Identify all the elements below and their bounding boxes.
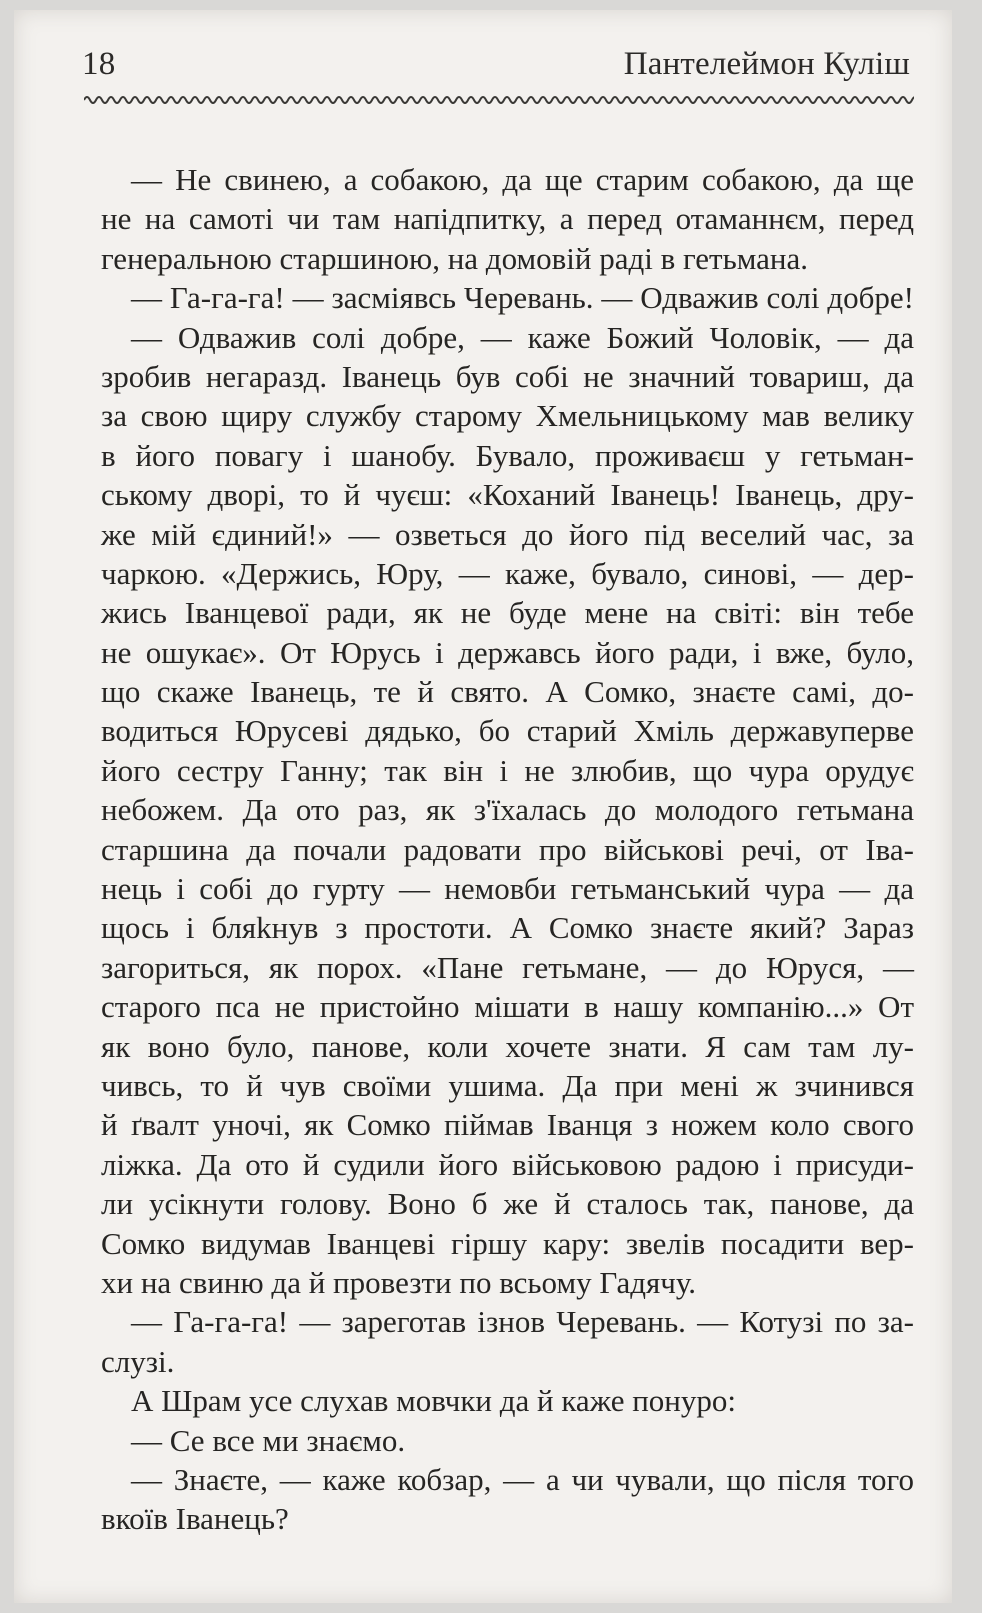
- text-line: ли усікнути голову. Воно б же й сталось так, панове, да: [101, 1186, 914, 1222]
- wavy-rule: [84, 90, 914, 110]
- text-line: небожем. Да ото раз, як з'їхалась до молодого гетьмана: [101, 792, 914, 828]
- text-line: генеральною старшиною, на домовій раді в гетьмана.: [101, 240, 808, 276]
- text-line: що скаже Іванець, те й свято. А Сомко, знаєте самі, до-: [101, 674, 914, 710]
- text-line: жись Іванцевої ради, як не буде мене на світі: він тебе: [101, 595, 914, 631]
- text-line: Сомко видумав Іванцеві гіршу кару: звелів посадити вер-: [101, 1225, 914, 1261]
- text-line: й ґвалт уночі, як Сомко піймав Іванця з ножем коло свого: [101, 1107, 914, 1143]
- text-line: — Одважив солі добре, — каже Божий Чоловік, — да: [131, 319, 914, 355]
- text-line: — Не свинею, а собакою, да ще старим собакою, да ще: [131, 162, 914, 197]
- book-page: [14, 10, 952, 1603]
- text-line: нець і собі до гурту — немовби гетьманський чура — да: [101, 871, 914, 907]
- text-line: вкоїв Іванець?: [101, 1501, 289, 1537]
- text-line: — Га-га-га! — засміявсь Черевань. — Одважив солі добре!: [131, 280, 914, 316]
- page-number: 18: [82, 46, 116, 82]
- text-line: його сестру Ганну; так він і не злюбив, що чура орудує: [101, 752, 914, 788]
- text-line: хи на свиню да й провезти по всьому Гадячу.: [101, 1264, 697, 1300]
- text-line: не на самоті чи там напідпитку, а перед отаманнєм, перед: [101, 201, 914, 237]
- text-line: ліжка. Да ото й судили його військовою радою і присуди-: [101, 1146, 914, 1182]
- text-line: зробив негаразд. Іванець був собі не значний товариш, да: [101, 358, 914, 394]
- text-line: старшина да почали радовати про військові речі, от Іва-: [101, 831, 914, 867]
- text-line: — Знаєте, — каже кобзар, — а чи чували, що після того: [131, 1461, 914, 1497]
- running-head: Пантелеймон Куліш: [623, 46, 910, 82]
- text-line: загориться, як порох. «Пане гетьмане, — до Юруся, —: [101, 949, 914, 985]
- text-line: водиться Юрусеві дядько, бо старий Хміль державуперве: [101, 713, 914, 749]
- text-line: за свою щиру службу старому Хмельницькому мав велику: [101, 398, 914, 434]
- body-text: [101, 160, 914, 1539]
- text-line: в його повагу і шанобу. Бувало, проживаєш у гетьман-: [101, 437, 914, 473]
- page-header: [82, 46, 910, 90]
- text-line: чаркою. «Держись, Юру, — каже, бувало, синові, — дер-: [101, 555, 914, 591]
- text-line: чивсь, то й чув своїми ушима. Да при мені ж зчинився: [101, 1067, 914, 1103]
- text-line: А Шрам усе слухав мовчки да й каже понуро:: [131, 1383, 736, 1419]
- text-line: не ошукає». От Юрусь і державсь його ради, і вже, було,: [101, 634, 914, 670]
- text-line: же мій єдиний!» — озветься до його під веселий час, за: [101, 516, 914, 552]
- text-line: ському дворі, то й чуєш: «Коханий Іванець! Іванець, дру-: [101, 477, 914, 513]
- text-line: щось і бляkнув з простоти. А Сомко знаєте який? Зараз: [101, 910, 914, 946]
- text-line: старого пса не пристойно мішати в нашу компанію...» От: [101, 989, 914, 1025]
- text-line: як воно було, панове, коли хочете знати. Я сам там лу-: [101, 1028, 914, 1064]
- text-line: — Се все ми знаємо.: [131, 1422, 406, 1458]
- text-line: — Га-га-га! — зареготав ізнов Черевань. — Котузі по за-: [131, 1304, 914, 1340]
- text-line: слузі.: [101, 1343, 175, 1379]
